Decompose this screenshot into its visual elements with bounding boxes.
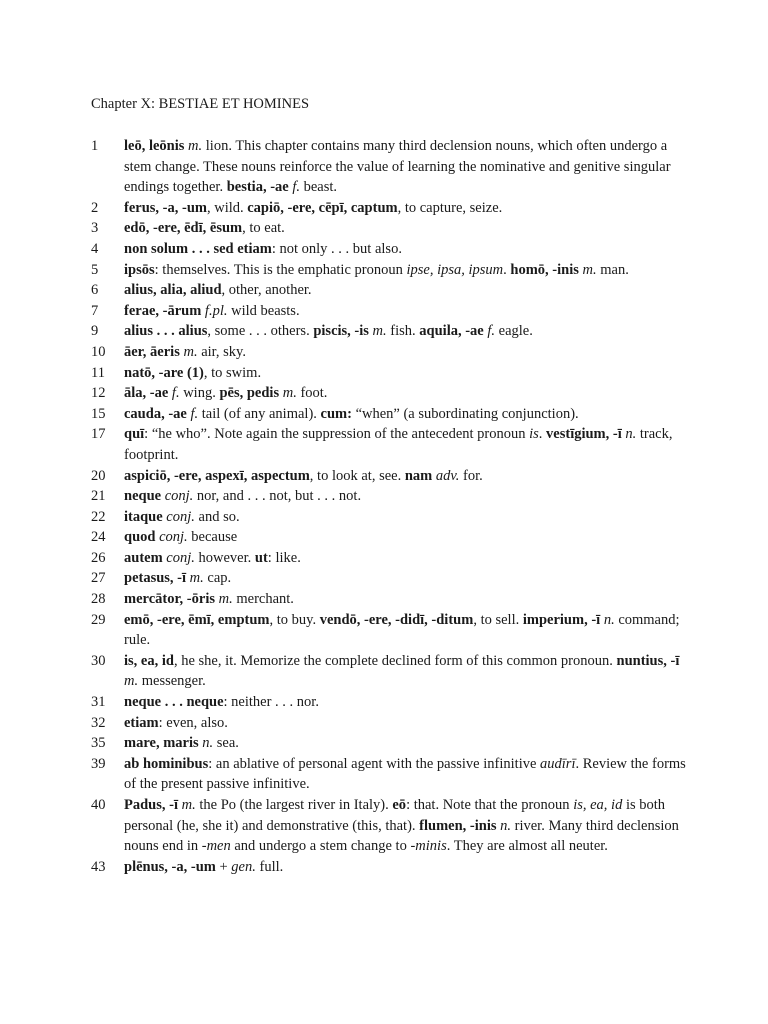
latin-term: quod bbox=[124, 529, 156, 546]
grammar-note: f. bbox=[487, 323, 496, 340]
gloss-text: , to eat. bbox=[242, 220, 285, 237]
latin-term: āer, āeris bbox=[124, 343, 180, 360]
entry-text bbox=[124, 754, 691, 795]
vocab-entry bbox=[91, 548, 691, 569]
grammar-note: conj. bbox=[166, 549, 195, 566]
latin-term: leō, leōnis bbox=[124, 138, 185, 154]
grammar-note: adv. bbox=[435, 467, 460, 484]
vocab-entry bbox=[91, 692, 691, 713]
gloss-text: : like. bbox=[267, 549, 301, 566]
line-number: 10 bbox=[91, 343, 106, 360]
latin-term: alius . . . alius bbox=[124, 323, 208, 340]
latin-term: neque . . . neque bbox=[124, 694, 224, 711]
grammar-note: f. bbox=[190, 405, 199, 422]
vocab-entry bbox=[91, 260, 691, 281]
vocab-entry bbox=[91, 713, 691, 734]
gloss-text: and so. bbox=[194, 508, 240, 525]
line-number: 2 bbox=[91, 199, 99, 216]
gloss-text: beast. bbox=[300, 179, 338, 196]
gloss-text: is both personal (he, she it) and demonstrative (this, that). bbox=[124, 797, 666, 834]
entry-text bbox=[124, 260, 691, 281]
gloss-text: , to swim. bbox=[203, 364, 262, 381]
gloss-text: and undergo a stem change to bbox=[230, 838, 411, 855]
grammar-note: m. bbox=[188, 138, 203, 154]
grammar-note: m. bbox=[582, 261, 597, 278]
gloss-text: , to sell. bbox=[473, 611, 523, 628]
gloss-text: + bbox=[215, 858, 232, 875]
latin-term: natō, -are (1) bbox=[124, 364, 204, 381]
line-number: 9 bbox=[91, 323, 99, 340]
latin-term: imperium, -ī bbox=[522, 611, 601, 628]
line-number: 12 bbox=[91, 385, 106, 402]
gloss-text: fish. bbox=[386, 323, 420, 340]
grammar-note: m. bbox=[124, 673, 139, 690]
entry-text bbox=[124, 795, 691, 857]
latin-term: autem bbox=[124, 549, 163, 566]
latin-term: emō, -ere, ēmī, emptum bbox=[124, 611, 270, 628]
entry-text bbox=[124, 280, 691, 301]
gloss-text: the Po (the largest river in Italy). bbox=[195, 797, 393, 813]
gloss-text: . They are almost all neuter. bbox=[446, 838, 608, 855]
latin-term: vendō, -ere, -didī, -ditum bbox=[319, 611, 474, 628]
line-number: 43 bbox=[91, 858, 106, 875]
latin-term: bestia, -ae bbox=[226, 179, 289, 196]
grammar-note: n. bbox=[202, 735, 214, 752]
entry-text bbox=[124, 713, 691, 734]
line-number: 6 bbox=[91, 282, 99, 299]
gloss-text: command; rule. bbox=[124, 611, 680, 649]
gloss-text: air, sky. bbox=[197, 343, 246, 360]
entry-text bbox=[124, 136, 691, 198]
latin-term: neque bbox=[124, 488, 162, 505]
gloss-text: because bbox=[187, 529, 238, 546]
latin-term: ferus, -a, -um bbox=[124, 199, 207, 216]
vocab-entry bbox=[91, 857, 691, 878]
entry-text bbox=[124, 548, 691, 569]
line-number: 21 bbox=[91, 488, 106, 505]
line-number: 32 bbox=[91, 714, 106, 731]
latin-term: ferae, -ārum bbox=[124, 302, 202, 319]
gloss-text: track, footprint. bbox=[124, 426, 673, 463]
vocab-entry bbox=[91, 404, 691, 425]
vocab-entry bbox=[91, 218, 691, 239]
entry-text bbox=[124, 507, 691, 528]
grammar-note: m. bbox=[218, 591, 233, 608]
grammar-note: -men bbox=[201, 838, 231, 855]
vocab-entry bbox=[91, 383, 691, 404]
latin-term: homō, -inis bbox=[510, 261, 579, 278]
grammar-note: conj. bbox=[166, 508, 195, 525]
line-number: 1 bbox=[91, 138, 99, 154]
grammar-note: f. bbox=[292, 179, 300, 196]
grammar-note: n. bbox=[500, 817, 511, 834]
gloss-text: eagle. bbox=[495, 323, 533, 340]
vocab-entry bbox=[91, 733, 691, 754]
entry-text bbox=[124, 589, 691, 610]
gloss-text: . bbox=[503, 261, 511, 278]
vocabulary-list bbox=[91, 136, 691, 877]
entry-text bbox=[124, 301, 691, 322]
line-number: 30 bbox=[91, 652, 106, 669]
gloss-text: , to capture, seize. bbox=[397, 199, 503, 216]
vocab-entry bbox=[91, 568, 691, 589]
line-number: 24 bbox=[91, 529, 106, 546]
latin-term: Padus, -ī bbox=[124, 797, 178, 813]
entry-text bbox=[124, 218, 691, 239]
latin-term: piscis, -is bbox=[313, 323, 369, 340]
gloss-text: , wild. bbox=[206, 199, 248, 216]
entry-text bbox=[124, 733, 691, 754]
grammar-note: m. bbox=[183, 343, 198, 360]
latin-term: capiō, -ere, cēpī, captum bbox=[247, 199, 398, 216]
line-number: 3 bbox=[91, 220, 99, 237]
grammar-note: f. bbox=[171, 385, 180, 402]
vocab-entry bbox=[91, 486, 691, 507]
grammar-note: m. bbox=[181, 797, 196, 813]
gloss-text: . Review the forms of the present passive infinitive. bbox=[124, 755, 686, 793]
latin-term: aspiciō, -ere, aspexī, aspectum bbox=[124, 467, 310, 484]
gloss-text: , some . . . others. bbox=[207, 323, 314, 340]
vocab-entry bbox=[91, 301, 691, 322]
grammar-note: m. bbox=[189, 570, 204, 587]
vocab-entry bbox=[91, 589, 691, 610]
line-number: 39 bbox=[91, 755, 106, 772]
line-number: 5 bbox=[91, 261, 99, 278]
line-number: 29 bbox=[91, 611, 106, 628]
gloss-text: : that. Note that the pronoun bbox=[406, 797, 574, 813]
latin-term: is, ea, id bbox=[124, 652, 174, 669]
latin-term: ipsōs bbox=[124, 261, 155, 278]
gloss-text: tail (of any animal). bbox=[198, 405, 321, 422]
gloss-text: merchant. bbox=[232, 591, 294, 608]
gloss-text: river. Many third declension nouns end in bbox=[124, 817, 679, 855]
gloss-text: , he she, it. Memorize the complete declined form of this common pronoun. bbox=[173, 652, 617, 669]
vocab-entry bbox=[91, 136, 691, 198]
vocab-entry bbox=[91, 610, 691, 651]
gloss-text: : themselves. This is the emphatic pronoun bbox=[154, 261, 407, 278]
latin-term: cauda, -ae bbox=[124, 405, 187, 422]
latin-term: eō bbox=[392, 797, 407, 813]
gloss-text: wild beasts. bbox=[227, 302, 300, 319]
latin-term: ut bbox=[254, 549, 268, 566]
latin-term: nuntius, -ī bbox=[616, 652, 680, 669]
line-number: 7 bbox=[91, 302, 99, 319]
grammar-note: m. bbox=[372, 323, 387, 340]
grammar-note: -minis bbox=[410, 838, 447, 855]
gloss-text: : an ablative of personal agent with the passive infinitive bbox=[208, 755, 541, 772]
latin-term: edō, -ere, ēdī, ēsum bbox=[124, 220, 243, 237]
line-number: 20 bbox=[91, 467, 106, 484]
entry-text bbox=[124, 568, 691, 589]
vocab-entry bbox=[91, 795, 691, 857]
entry-text bbox=[124, 239, 691, 260]
line-number: 15 bbox=[91, 405, 106, 422]
line-number: 28 bbox=[91, 591, 106, 608]
entry-text bbox=[124, 424, 691, 465]
grammar-note: ipse, ipsa, ipsum bbox=[406, 261, 504, 278]
gloss-text: : “he who”. Note again the suppression of the antecedent pronoun bbox=[144, 426, 530, 443]
line-number: 31 bbox=[91, 694, 106, 711]
latin-term: alius, alia, aliud bbox=[124, 282, 222, 299]
gloss-text: messenger. bbox=[138, 673, 206, 690]
latin-term: vestīgium, -ī bbox=[546, 426, 622, 443]
gloss-text: cap. bbox=[203, 570, 232, 587]
vocab-entry bbox=[91, 651, 691, 692]
entry-text bbox=[124, 486, 691, 507]
grammar-note: audīrī bbox=[540, 755, 576, 772]
entry-text bbox=[124, 383, 691, 404]
gloss-text: , to buy. bbox=[269, 611, 320, 628]
gloss-text: nor, and . . . not, but . . . not. bbox=[193, 488, 362, 505]
vocab-entry bbox=[91, 466, 691, 487]
gloss-text: man. bbox=[596, 261, 629, 278]
vocab-entry bbox=[91, 321, 691, 342]
gloss-text: lion. This chapter contains many third declension nouns, which often undergo a stem change. These nouns reinforce the value of learning the nominative and genitive singular endings together. bbox=[124, 138, 671, 196]
vocab-entry bbox=[91, 507, 691, 528]
latin-term: aquila, -ae bbox=[419, 323, 484, 340]
vocab-entry bbox=[91, 342, 691, 363]
entry-text bbox=[124, 198, 691, 219]
gloss-text: however. bbox=[194, 549, 255, 566]
entry-text bbox=[124, 363, 691, 384]
line-number: 4 bbox=[91, 240, 99, 257]
grammar-note: conj. bbox=[159, 529, 188, 546]
grammar-note: m. bbox=[282, 385, 297, 402]
grammar-note: conj. bbox=[164, 488, 194, 505]
latin-term: cum: bbox=[320, 405, 352, 422]
gloss-text: full. bbox=[255, 858, 284, 875]
entry-text bbox=[124, 404, 691, 425]
entry-text bbox=[124, 610, 691, 651]
vocab-entry bbox=[91, 424, 691, 465]
latin-term: mercātor, -ōris bbox=[124, 591, 215, 608]
vocab-entry bbox=[91, 280, 691, 301]
gloss-text: : neither . . . nor. bbox=[223, 694, 319, 711]
latin-term: nam bbox=[404, 467, 433, 484]
gloss-text: . bbox=[538, 426, 547, 443]
latin-term: plēnus, -a, -um bbox=[124, 858, 216, 875]
chapter-title: Chapter X: BESTIAE ET HOMINES bbox=[91, 96, 310, 112]
latin-term: itaque bbox=[124, 508, 163, 525]
gloss-text: wing. bbox=[179, 385, 220, 402]
grammar-note: f.pl. bbox=[204, 302, 228, 319]
line-number: 26 bbox=[91, 549, 106, 566]
latin-term: non solum . . . sed etiam bbox=[124, 240, 272, 257]
line-number: 40 bbox=[91, 797, 106, 813]
latin-term: etiam bbox=[124, 714, 159, 731]
line-number: 17 bbox=[91, 426, 106, 443]
grammar-note: is, ea, id bbox=[573, 797, 623, 813]
entry-text bbox=[124, 321, 691, 342]
latin-term: pēs, pedis bbox=[219, 385, 280, 402]
latin-term: petasus, -ī bbox=[124, 570, 187, 587]
line-number: 27 bbox=[91, 570, 106, 587]
gloss-text: : even, also. bbox=[158, 714, 228, 731]
latin-term: flumen, -inis bbox=[419, 817, 497, 834]
latin-term: quī bbox=[124, 426, 145, 443]
vocab-entry bbox=[91, 239, 691, 260]
latin-term: mare, maris bbox=[124, 735, 199, 752]
entry-text bbox=[124, 651, 691, 692]
gloss-text: “when” (a subordinating conjunction). bbox=[351, 405, 579, 422]
entry-text bbox=[124, 466, 691, 487]
gloss-text: , to look at, see. bbox=[309, 467, 405, 484]
line-number: 35 bbox=[91, 735, 106, 752]
latin-term: ab hominibus bbox=[124, 755, 209, 772]
gloss-text: : not only . . . but also. bbox=[271, 240, 402, 257]
gloss-text: foot. bbox=[296, 385, 328, 402]
gloss-text: , other, another. bbox=[221, 282, 312, 299]
grammar-note: is bbox=[529, 426, 539, 443]
latin-term: āla, -ae bbox=[124, 385, 169, 402]
line-number: 22 bbox=[91, 508, 106, 525]
grammar-note: n. bbox=[603, 611, 615, 628]
grammar-note: n. bbox=[625, 426, 637, 443]
vocab-entry bbox=[91, 754, 691, 795]
entry-text bbox=[124, 342, 691, 363]
grammar-note: gen. bbox=[231, 858, 256, 875]
vocab-entry bbox=[91, 198, 691, 219]
vocab-entry bbox=[91, 363, 691, 384]
line-number: 11 bbox=[91, 364, 105, 381]
gloss-text: sea. bbox=[213, 735, 239, 752]
gloss-text: for. bbox=[459, 467, 483, 484]
entry-text bbox=[124, 857, 691, 878]
entry-text bbox=[124, 692, 691, 713]
vocab-entry bbox=[91, 527, 691, 548]
entry-text bbox=[124, 527, 691, 548]
